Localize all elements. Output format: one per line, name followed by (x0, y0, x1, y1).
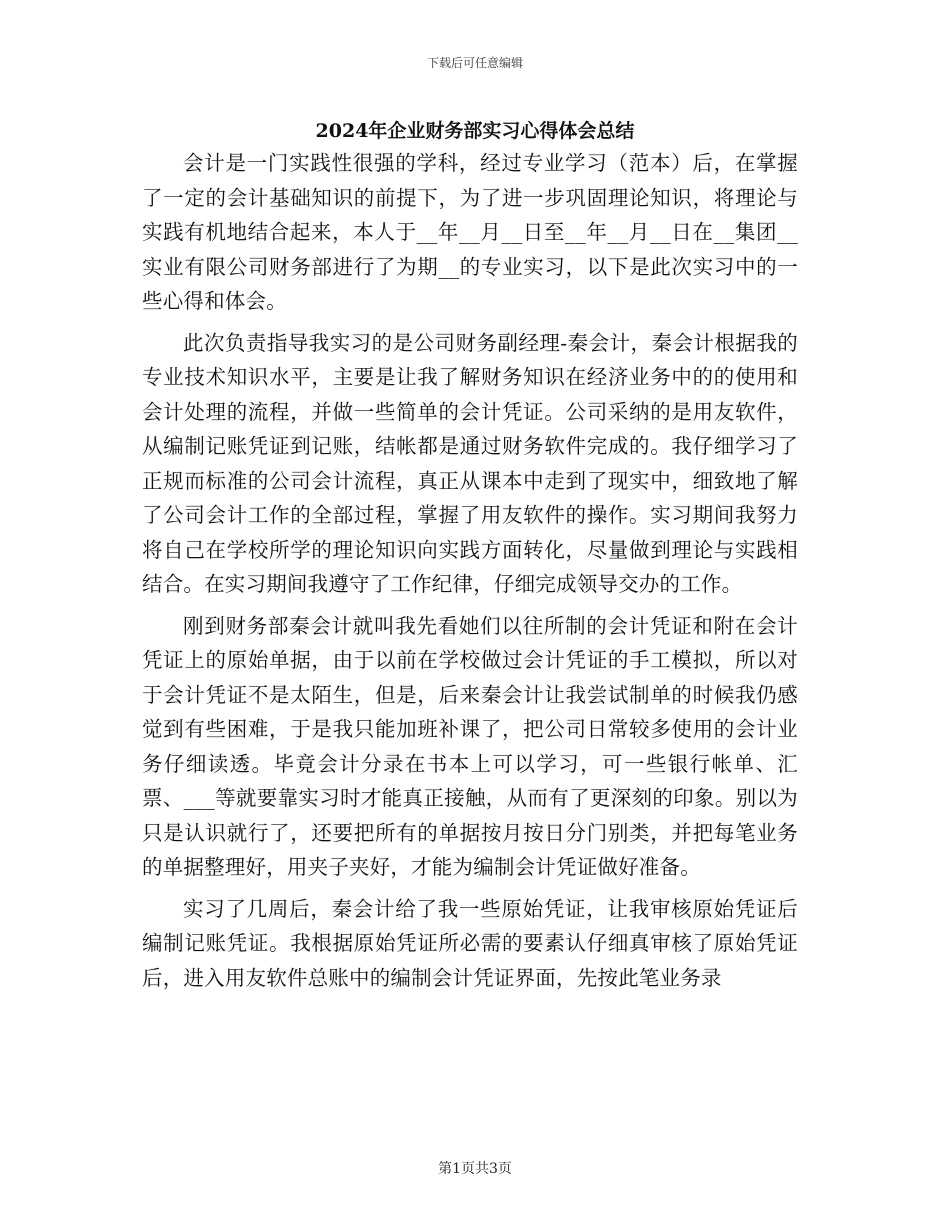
paragraph-4: 实习了几周后，秦会计给了我一些原始凭证，让我审核原始凭证后编制记账凭证。我根据原始凭证所必需的要素认仔细真审核了原始凭证后，进入用友软件总账中的编制会计凭证界面，先按此笔业务录 (142, 896, 798, 990)
paragraph-1: 会计是一门实践性很强的学科，经过专业学习（范本）后，在掌握了一定的会计基础知识的前提下，为了进一步巩固理论知识，将理论与实践有机地结合起来，本人于__年__月__日至__年__月__日在__集团__实业有限公司财务部进行了为期__的专业实习，以下是此次实习中的一些心得和体会。 (142, 151, 798, 313)
paragraph-3: 刚到财务部秦会计就叫我先看她们以往所制的会计凭证和附在会计凭证上的原始单据，由于以前在学校做过会计凭证的手工模拟，所以对于会计凭证不是太陌生，但是，后来秦会计让我尝试制单的时候我仍感觉到有些困难，于是我只能加班补课了，把公司日常较多使用的会计业务仔细读透。毕竟会计分录在书本上可以学习，可一些银行帐单、汇票、___等就要靠实习时才能真正接触，从而有了更深刻的印象。别以为只是认识就行了，还要把所有的单据按月按日分门别类，并把每笔业务的单据整理好，用夹子夹好，才能为编制会计凭证做好准备。 (142, 613, 798, 879)
page-number: 第1页共3页 (438, 1161, 512, 1177)
header-note: 下载后可任意编辑 (426, 56, 523, 70)
document-title: 2024年企业财务部实习心得体会总结 (315, 120, 635, 142)
paragraph-2: 此次负责指导我实习的是公司财务副经理-秦会计，秦会计根据我的专业技术知识水平，主要是让我了解财务知识在经济业务中的的使用和会计处理的流程，并做一些简单的会计凭证。公司采纳的是用友软件，从编制记账凭证到记账，结帐都是通过财务软件完成的。我仔细学习了正规而标准的公司会计流程，真正从课本中走到了现实中，细致地了解了公司会计工作的全部过程，掌握了用友软件的操作。实习期间我努力将自己在学校所学的理论知识向实践方面转化，尽量做到理论与实践相结合。在实习期间我遵守了工作纪律，仔细完成领导交办的工作。 (142, 330, 798, 596)
document-body (142, 146, 798, 1002)
